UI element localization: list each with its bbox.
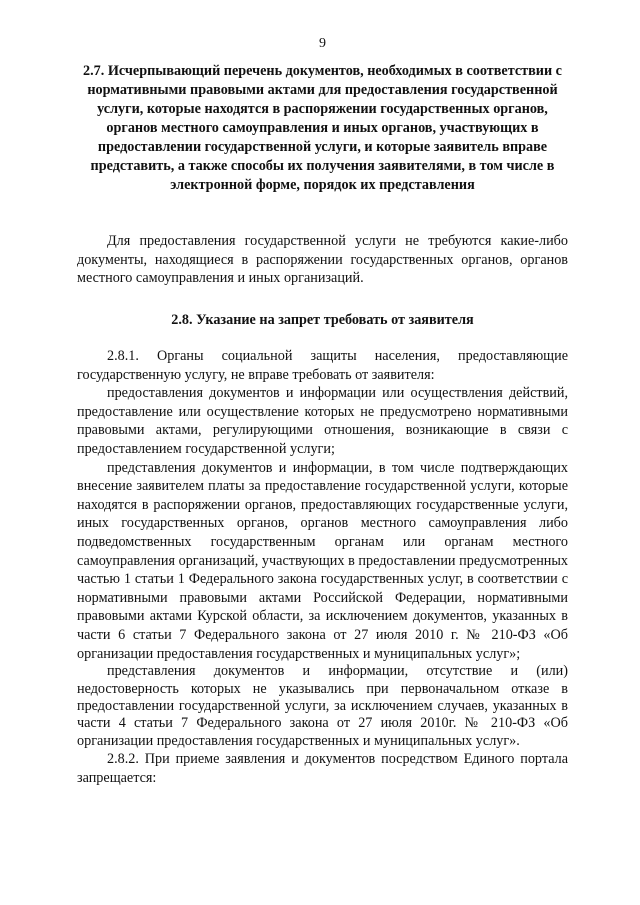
section-2-7-heading: 2.7. Исчерпывающий перечень документов, необходимых в соответствии с нормативными правовыми актами для предоставления государственной услуги, которые находятся в распоряжении государственных органов, органов местного самоуправления и иных органов, участвующих в предоставлении государственной услуги, и которые заявитель вправе представить, а также способы их получения заявителями, в том числе в электронной форме, порядок их представления <box>83 63 562 193</box>
paragraph-2-8-2: 2.8.2. При приеме заявления и документов посредством Единого портала запрещается: <box>77 751 568 786</box>
paragraph-prohibition-missing-docs: представления документов и информации, отсутствие и (или) недостоверность которых не указывались при первоначальном отказе в предоставлении государственной услуги, за исключением случаев, указанных в части 4 статьи 7 Федерального закона от 27 июля 2010г. № 210-ФЗ «Об организации предоставления государственных и муниципальных услуг». <box>77 663 568 749</box>
section-2-7-body <box>77 232 568 288</box>
page-number: 9 <box>319 36 326 51</box>
paragraph-2-8-1: 2.8.1. Органы социальной защиты населения, предоставляющие государственную услугу, не вправе требовать от заявителя: <box>77 348 568 383</box>
section-2-8-heading: 2.8. Указание на запрет требовать от заявителя <box>171 312 474 328</box>
section-2-8-body <box>77 347 568 787</box>
paragraph-prohibition-actions: предоставления документов и информации или осуществления действий, предоставление или осуществление которых не предусмотрено нормативными правовыми актами, регулирующими отношения, возникающие в связи с предоставлением государственной услуги; <box>77 385 568 457</box>
paragraph-prohibition-documents: представления документов и информации, в том числе подтверждающих внесение заявителем платы за предоставление государственной услуги, которые находятся в распоряжении органов, предоставляющих государственные услуги, иных государственных органов, органов местного самоуправления либо подведомственных государственным органам или органам местного самоуправления организаций, участвующих в предоставлении предусмотренных частью 1 статьи 1 Федерального закона государственных услуг, в соответствии с нормативными правовыми актами Российской Федерации, нормативными правовыми актами Курской области, за исключением документов, указанных в части 6 статьи 7 Федерального закона от 27 июля 2010 г. № 210-ФЗ «Об организации предоставления государственных и муниципальных услуг»; <box>77 459 568 662</box>
section-2-7-paragraph: Для предоставления государственной услуги не требуются какие-либо документы, находящиеся в распоряжении государственных органов, органов местного самоуправления и иных организаций. <box>77 233 568 287</box>
